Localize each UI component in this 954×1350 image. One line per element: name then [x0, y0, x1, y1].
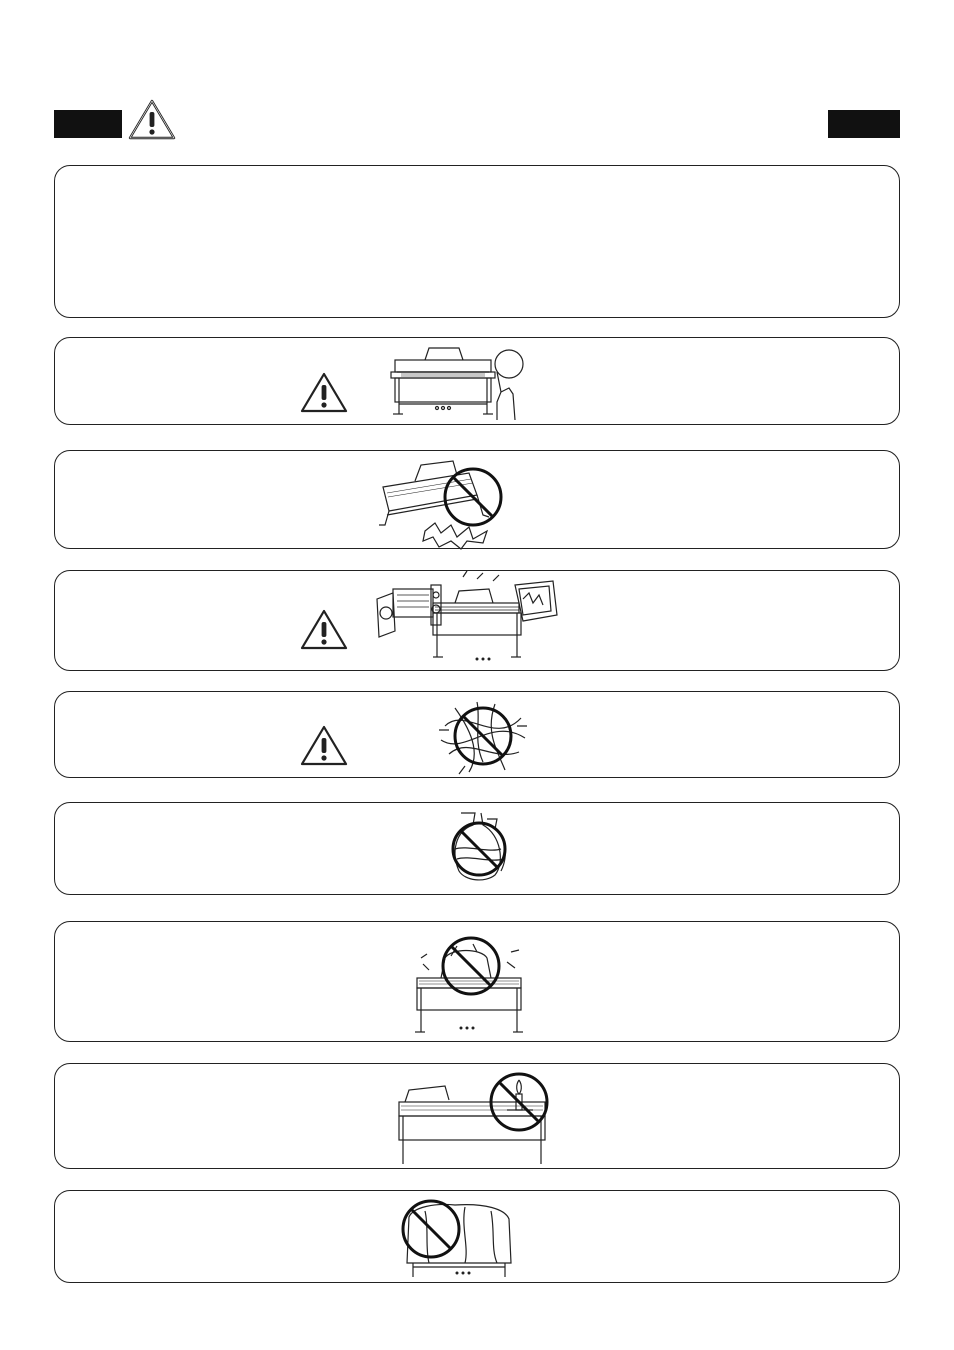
- header-tab-right: [828, 110, 900, 138]
- no-liquids-panel: [54, 802, 900, 895]
- unplug-power-panel: [54, 337, 900, 425]
- piano-with-hand-pressing-button-illustration: [385, 342, 535, 424]
- no-covering-panel: [54, 1190, 900, 1283]
- warning-triangle-icon: [300, 371, 348, 413]
- no-open-flames-panel: [54, 1063, 900, 1169]
- object-on-piano-prohibited-illustration: [411, 928, 531, 1040]
- candle-on-piano-prohibited-illustration: [385, 1070, 555, 1166]
- vase-prohibited-illustration: [441, 805, 521, 889]
- warning-triangle-icon: [300, 608, 348, 650]
- piano-near-stereo-and-tv-illustration: [373, 571, 565, 669]
- covered-piano-prohibited-illustration: [395, 1197, 519, 1281]
- warning-triangle-icon: [128, 98, 176, 140]
- header-tab-left: [54, 110, 122, 138]
- warning-triangle-icon: [300, 724, 348, 766]
- no-objects-on-piano-panel: [54, 921, 900, 1042]
- cable-care-panel: [54, 691, 900, 778]
- intro-panel: [54, 165, 900, 318]
- tangled-cables-prohibited-illustration: [435, 696, 531, 776]
- piano-tipping-over-prohibited-illustration: [365, 455, 535, 549]
- no-tipping-panel: [54, 450, 900, 549]
- interference-panel: [54, 570, 900, 671]
